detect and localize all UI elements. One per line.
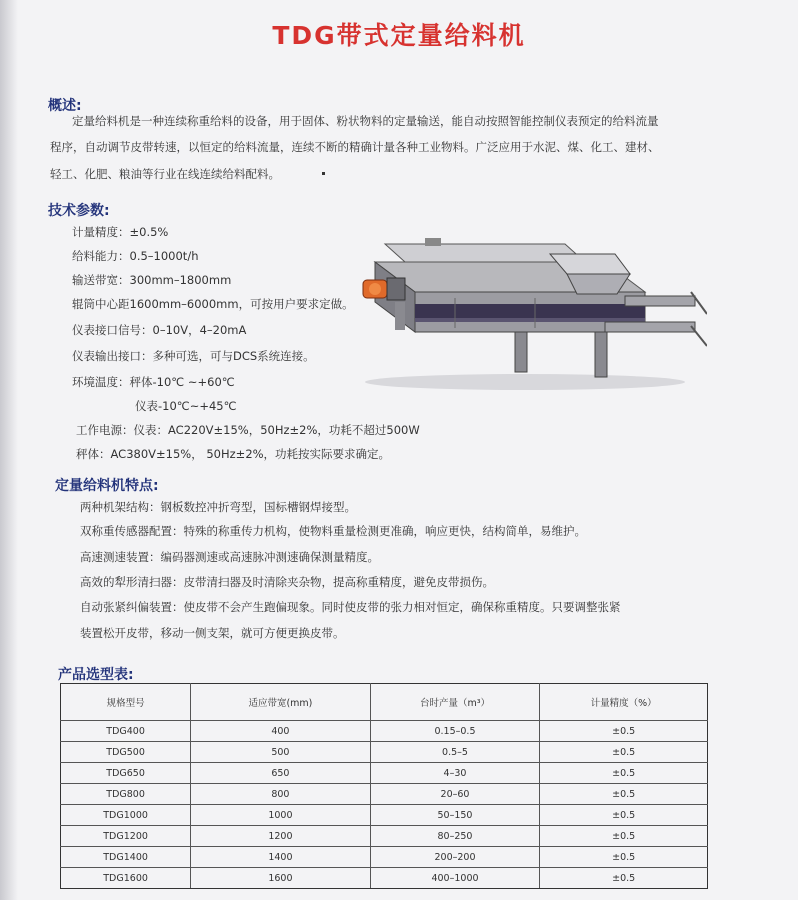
table-cell: 1600 [191, 868, 371, 889]
table-cell: TDG650 [61, 763, 191, 784]
table-cell: TDG1000 [61, 805, 191, 826]
spec-item: 仪表接口信号：0–10V，4–20mA [72, 323, 247, 337]
table-cell: ±0.5 [540, 868, 708, 889]
overview-line-1: 定量给料机是一种连续称重给料的设备，用于固体、粉状物料的定量输送，能自动按照智能控制仪表预定的给料流量 [72, 114, 659, 128]
belt-feeder-machine-illustration [355, 222, 707, 392]
column-header: 台时产量（m³） [370, 684, 540, 721]
table-cell: ±0.5 [540, 763, 708, 784]
table-cell: ±0.5 [540, 847, 708, 868]
table-cell: 800 [191, 784, 371, 805]
features-heading: 定量给料机特点: [55, 478, 159, 494]
table-cell: 400 [191, 721, 371, 742]
table-row [61, 742, 708, 763]
selection-table [60, 683, 708, 889]
table-cell: 1200 [191, 826, 371, 847]
table-cell: 650 [191, 763, 371, 784]
table-cell: 80–250 [370, 826, 540, 847]
table-cell: 1400 [191, 847, 371, 868]
table-cell: TDG1200 [61, 826, 191, 847]
table-row [61, 826, 708, 847]
table-cell: ±0.5 [540, 826, 708, 847]
spec-item: 仪表-10℃~+45℃ [135, 399, 237, 413]
table-cell: 200–200 [370, 847, 540, 868]
feature-item: 双称重传感器配置：特殊的称重传力机构，使物料重量检测更准确，响应更快，结构简单，易维护。 [80, 524, 586, 538]
table-cell: TDG1600 [61, 868, 191, 889]
table-row [61, 784, 708, 805]
table-cell: ±0.5 [540, 784, 708, 805]
spec-item: 计量精度：±0.5% [72, 225, 169, 239]
table-row [61, 805, 708, 826]
page-title: TDG带式定量给料机 [272, 21, 526, 50]
feature-item: 两种机架结构：钢板数控冲折弯型，国标槽钢焊接型。 [80, 500, 356, 514]
spec-item: 输送带宽：300mm–1800mm [72, 273, 232, 287]
overview-line-3: 轻工、化肥、粮油等行业在线连续给料配料。 [50, 167, 280, 181]
selection-heading: 产品选型表: [58, 667, 134, 683]
table-cell: 0.5–5 [370, 742, 540, 763]
table-cell: 500 [191, 742, 371, 763]
table-cell: 0.15–0.5 [370, 721, 540, 742]
specs-heading: 技术参数: [48, 203, 110, 219]
table-cell: ±0.5 [540, 721, 708, 742]
feature-item: 自动张紧纠偏装置：使皮带不会产生跑偏现象。同时使皮带的张力相对恒定，确保称重精度。只要调整张紧 [80, 600, 621, 614]
column-header: 规格型号 [61, 684, 191, 721]
spec-item: 辊筒中心距1600mm–6000mm，可按用户要求定做。 [72, 297, 354, 311]
column-header: 计量精度（%） [540, 684, 708, 721]
table-cell: 400–1000 [370, 868, 540, 889]
column-header: 适应带宽(mm) [191, 684, 371, 721]
feature-item: 装置松开皮带，移动一侧支架，就可方便更换皮带。 [80, 626, 345, 640]
table-row [61, 868, 708, 889]
overview-heading: 概述: [48, 98, 82, 114]
stray-dot [322, 172, 325, 175]
table-cell: 50–150 [370, 805, 540, 826]
table-cell: ±0.5 [540, 742, 708, 763]
spec-item: 给料能力：0.5–1000t/h [72, 249, 199, 263]
table-cell: 4–30 [370, 763, 540, 784]
table-header-row [61, 684, 708, 721]
table-cell: TDG500 [61, 742, 191, 763]
spec-item: 环境温度：秤体-10℃ ~+60℃ [72, 375, 235, 389]
table-cell: TDG1400 [61, 847, 191, 868]
table-cell: 20–60 [370, 784, 540, 805]
table-row [61, 721, 708, 742]
feature-item: 高效的犁形清扫器：皮带清扫器及时清除夹杂物，提高称重精度，避免皮带损伤。 [80, 575, 494, 589]
table-cell: TDG400 [61, 721, 191, 742]
spec-item: 工作电源：仪表：AC220V±15%，50Hz±2%，功耗不超过500W [76, 423, 420, 437]
overview-line-2: 程序，自动调节皮带转速，以恒定的给料流量，连续不断的精确计量各种工业物料。广泛应用于水泥、煤、化工、建材、 [50, 140, 660, 154]
feature-item: 高速测速装置：编码器测速或高速脉冲测速确保测量精度。 [80, 550, 379, 564]
table-row [61, 847, 708, 868]
table-row [61, 763, 708, 784]
table-cell: 1000 [191, 805, 371, 826]
page-edge-shadow [0, 0, 18, 900]
spec-item: 仪表输出接口：多种可选，可与DCS系统连接。 [72, 349, 315, 363]
table-cell: TDG800 [61, 784, 191, 805]
table-cell: ±0.5 [540, 805, 708, 826]
spec-item: 秤体：AC380V±15%， 50Hz±2%，功耗按实际要求确定。 [76, 447, 391, 461]
